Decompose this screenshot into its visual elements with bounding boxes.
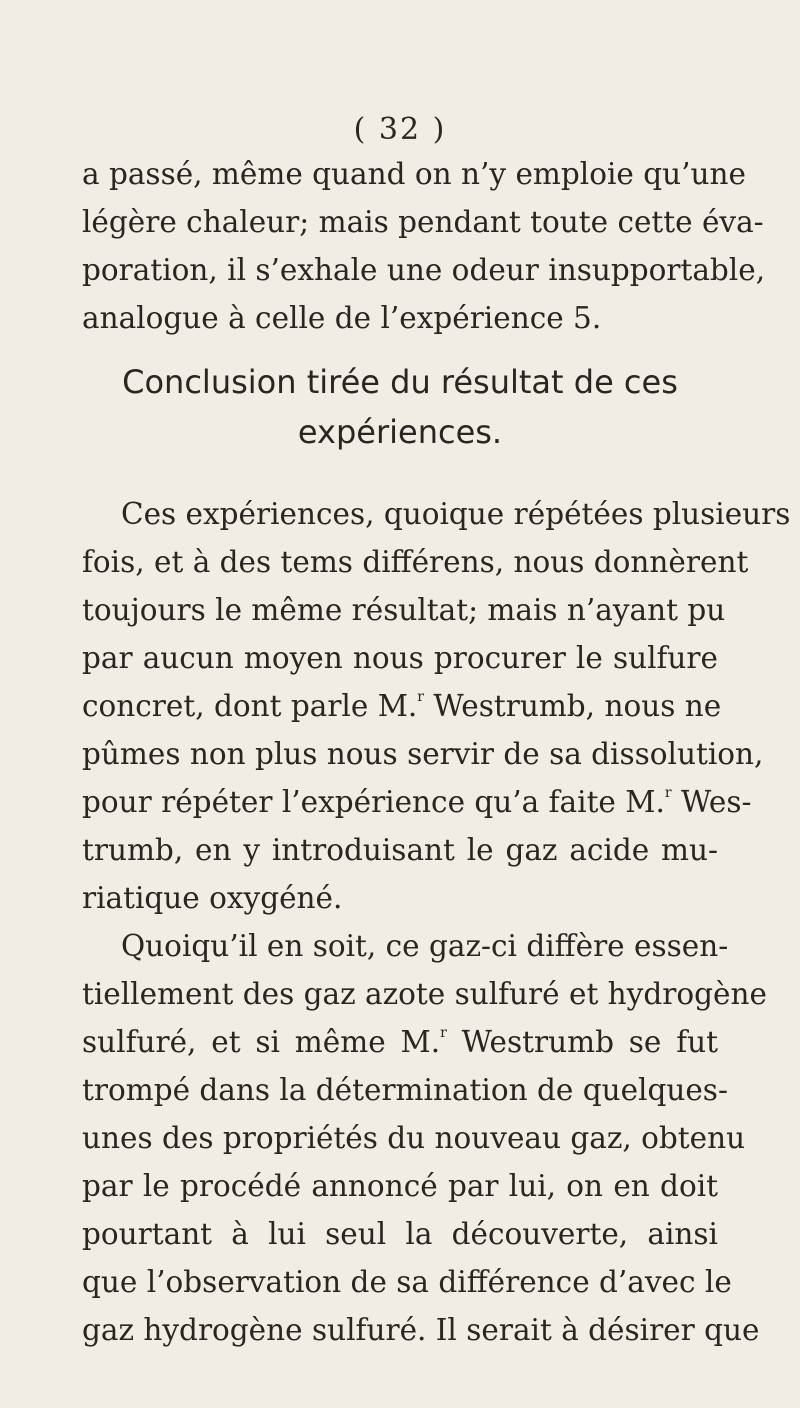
- heading-line: Conclusion tirée du résultat de ces: [122, 363, 678, 401]
- text-segment: concret, dont parle M.: [82, 689, 418, 723]
- page-number: ( 32 ): [353, 112, 447, 147]
- text-segment: sulfuré, et si même M.: [82, 1025, 441, 1059]
- text-line: pourtant à lui seul la découverte, ainsi: [82, 1217, 718, 1251]
- text-line: Ces expériences, quoique répétées plusieurs: [121, 497, 791, 531]
- text-line: par le procédé annoncé par lui, on en doit: [82, 1169, 718, 1203]
- text-line: analogue à celle de l’expérience 5.: [82, 301, 602, 335]
- text-line: pûmes non plus nous servir de sa dissolution,: [82, 737, 764, 771]
- text-line: [82, 1025, 718, 1059]
- heading-line: expériences.: [297, 413, 503, 451]
- superscript: r: [440, 1025, 447, 1041]
- text-line: trompé dans la détermination de quelques-: [82, 1073, 728, 1107]
- text-line: poration, il s’exhale une odeur insupportable,: [82, 253, 766, 287]
- text-line: [82, 785, 752, 819]
- text-line: Quoiqu’il en soit, ce gaz-ci diffère essen-: [121, 929, 729, 963]
- superscript: r: [664, 785, 672, 801]
- text-segment: Wes-: [671, 785, 752, 819]
- text-line: tiellement des gaz azote sulfuré et hydrogène: [82, 977, 767, 1011]
- text-line: unes des propriétés du nouveau gaz, obtenu: [82, 1121, 746, 1155]
- text-line: toujours le même résultat; mais n’ayant pu: [82, 593, 726, 627]
- text-line: [82, 689, 722, 723]
- text-line: par aucun moyen nous procurer le sulfure: [82, 641, 718, 675]
- superscript: r: [417, 689, 424, 705]
- text-line: légère chaleur; mais pendant toute cette éva-: [82, 205, 764, 239]
- text-segment: Westrumb se fut: [446, 1025, 718, 1059]
- text-line: que l’observation de sa différence d’avec le: [82, 1265, 732, 1299]
- text-line: fois, et à des tems différens, nous donnèrent: [82, 545, 749, 579]
- text-segment: pour répéter l’expérience qu’a faite M.: [82, 785, 665, 819]
- text-line: gaz hydrogène sulfuré. Il serait à désirer que: [82, 1313, 760, 1347]
- text-line: trumb, en y introduisant le gaz acide mu-: [82, 833, 718, 867]
- text-line: riatique oxygéné.: [82, 881, 343, 915]
- text-segment: Westrumb, nous ne: [423, 689, 722, 723]
- text-line: a passé, même quand on n’y emploie qu’une: [82, 157, 746, 191]
